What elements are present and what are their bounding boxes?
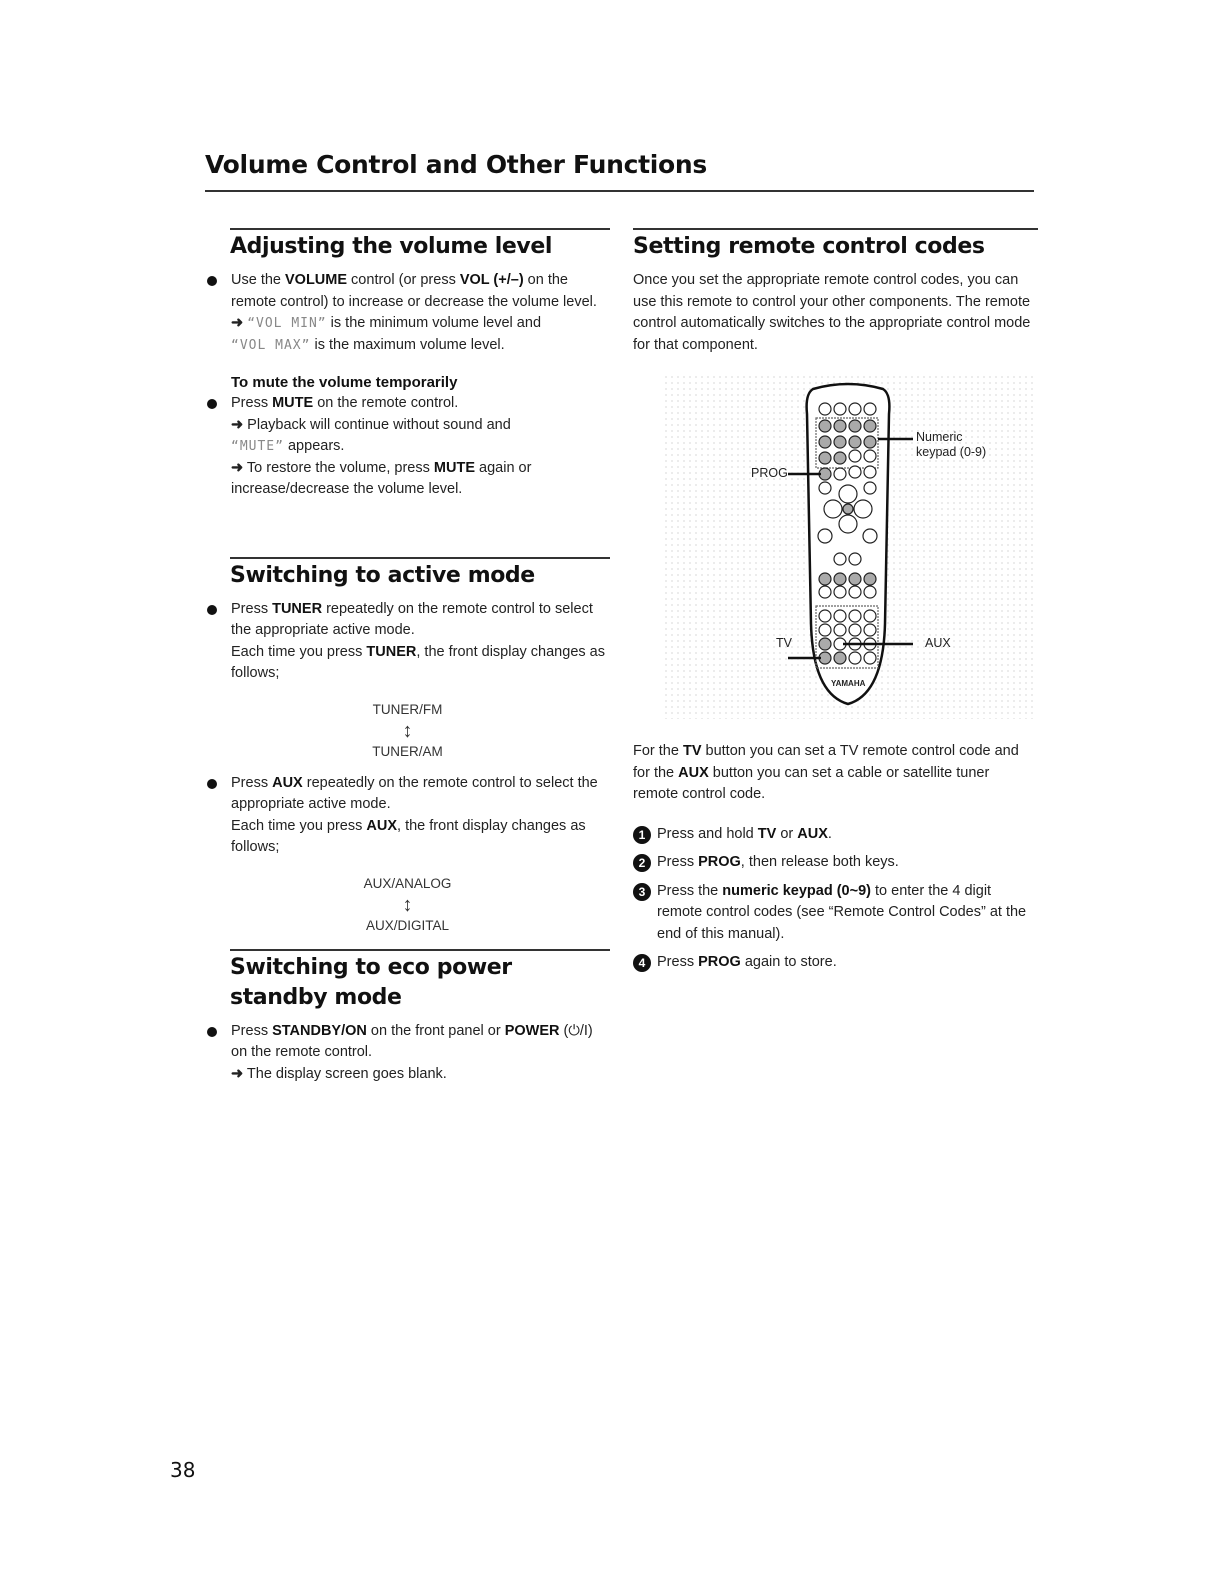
cycle-top: TUNER/FM bbox=[372, 701, 443, 717]
result-line bbox=[231, 335, 610, 357]
text: Press the bbox=[657, 882, 723, 899]
text: The display screen goes blank. bbox=[243, 1065, 447, 1082]
keyword: TV bbox=[757, 825, 777, 842]
result-line bbox=[231, 1064, 610, 1086]
keyword: PROG bbox=[698, 954, 741, 970]
bullet-icon bbox=[207, 1027, 217, 1037]
text: Press bbox=[231, 774, 273, 791]
text: again to store. bbox=[740, 954, 837, 970]
bullet-icon bbox=[207, 276, 217, 286]
arrow-icon: ➜ bbox=[231, 459, 244, 476]
tuner-cycle bbox=[205, 701, 610, 761]
mute-subhead: To mute the volume temporarily bbox=[231, 374, 458, 391]
text: For the bbox=[633, 743, 683, 759]
text: , the front display changes as follows; bbox=[231, 643, 605, 681]
text: repeatedly on the remote control to select the appropriate active mode. bbox=[231, 774, 598, 812]
keyword-volume: VOLUME bbox=[285, 272, 348, 288]
steps-list bbox=[628, 824, 1038, 974]
step-item bbox=[633, 852, 1038, 874]
arrow-icon: ➜ bbox=[231, 315, 244, 331]
step-number-icon: 1 bbox=[633, 826, 651, 844]
text: on the remote control. bbox=[231, 1044, 373, 1060]
text: To restore the volume, press bbox=[243, 459, 434, 476]
text: on the front panel or bbox=[366, 1022, 505, 1039]
keyword-standby: STANDBY/ON bbox=[272, 1022, 367, 1039]
bullet-tuner bbox=[205, 599, 610, 685]
keyword-aux: AUX bbox=[678, 764, 709, 781]
text: to enter the 4 digit remote control codes (see “Remote Control Codes” at the end of this manual). bbox=[657, 882, 1027, 942]
step-number-icon: 3 bbox=[633, 883, 651, 901]
text: repeatedly on the remote control to select the appropriate active mode. bbox=[231, 600, 593, 638]
result-line bbox=[231, 415, 610, 437]
label-tv: TV bbox=[776, 636, 792, 650]
yamaha-logo: YAMAHA bbox=[831, 679, 866, 688]
text: button you can set a TV remote control code and for the bbox=[633, 743, 1019, 781]
section-eco-standby bbox=[205, 949, 610, 1086]
text: Press bbox=[657, 954, 699, 970]
page-number: 38 bbox=[170, 1458, 196, 1482]
step-item bbox=[633, 952, 1038, 974]
lcd-vol-max: “VOL MAX” bbox=[231, 337, 311, 353]
text: Use the bbox=[231, 272, 285, 288]
label-numeric-keypad: Numeric keypad (0-9) bbox=[916, 430, 987, 459]
page-title: Volume Control and Other Functions bbox=[205, 150, 707, 179]
arrow-icon: ➜ bbox=[231, 1065, 244, 1082]
text: Each time you press bbox=[231, 817, 367, 834]
section-rule bbox=[633, 228, 1038, 230]
text: Press bbox=[231, 600, 273, 617]
section-title-codes: Setting remote control codes bbox=[633, 234, 985, 259]
cycle-bottom: TUNER/AM bbox=[372, 743, 443, 759]
text: Each time you press bbox=[231, 643, 367, 660]
section-rule bbox=[230, 949, 610, 951]
text: button you can set a cable or satellite tuner remote control code. bbox=[633, 764, 990, 802]
text: is the minimum volume level and bbox=[326, 315, 542, 331]
section-title-volume: Adjusting the volume level bbox=[230, 234, 552, 259]
keyword-vol: VOL (+/–) bbox=[459, 272, 524, 288]
text: appears. bbox=[283, 438, 345, 454]
keyword-aux: AUX bbox=[366, 817, 398, 834]
text: Press and hold bbox=[657, 825, 758, 842]
keyword: AUX bbox=[797, 825, 828, 842]
text: Press bbox=[231, 1022, 273, 1039]
keyword-tuner: TUNER bbox=[366, 643, 417, 660]
text: Playback will continue without sound and bbox=[243, 416, 511, 433]
section-active-mode bbox=[205, 557, 610, 935]
keyword-mute: MUTE bbox=[433, 459, 475, 476]
lcd-mute: “MUTE” bbox=[231, 439, 284, 454]
cycle-top: AUX/ANALOG bbox=[363, 875, 452, 891]
title-rule bbox=[205, 190, 1034, 192]
tv-aux-note bbox=[628, 741, 1038, 806]
bullet-volume bbox=[205, 270, 610, 356]
text-line bbox=[231, 816, 610, 859]
cycle-bottom: AUX/DIGITAL bbox=[365, 917, 450, 933]
label-prog: PROG bbox=[751, 466, 788, 480]
section-title-eco: Switching to eco power standby mode bbox=[230, 954, 512, 1010]
text-line bbox=[231, 642, 610, 685]
keyword-tuner: TUNER bbox=[272, 600, 323, 617]
step-item bbox=[633, 824, 1038, 846]
text: Press bbox=[657, 854, 699, 870]
text: again or increase/decrease the volume level. bbox=[231, 459, 532, 497]
right-column bbox=[628, 228, 1038, 981]
text: or bbox=[776, 825, 798, 842]
result-line bbox=[231, 458, 610, 501]
step-number-icon: 4 bbox=[633, 954, 651, 972]
keyword-mute: MUTE bbox=[272, 395, 314, 411]
intro-paragraph: Once you set the appropriate remote control codes, you can use this remote to control your other components. The remote control automatically switches to the appropriate control mode for that component. bbox=[633, 272, 1031, 353]
text: on the remote control. bbox=[313, 395, 459, 411]
bullet-icon bbox=[207, 399, 217, 409]
remote-control-illustration bbox=[663, 374, 1033, 719]
text: control (or press bbox=[347, 272, 460, 288]
text: , then release both keys. bbox=[740, 854, 899, 870]
bullet-mute bbox=[205, 393, 610, 501]
label-aux: AUX bbox=[925, 636, 951, 650]
result-line bbox=[231, 436, 610, 458]
text: . bbox=[827, 825, 832, 842]
remote-control-figure bbox=[663, 374, 1033, 719]
result-line bbox=[231, 313, 610, 335]
aux-cycle bbox=[205, 875, 610, 935]
section-remote-codes bbox=[628, 228, 1038, 974]
keyword-power: POWER bbox=[504, 1022, 560, 1039]
section-rule bbox=[230, 228, 610, 230]
left-column bbox=[205, 228, 610, 1085]
double-arrow-icon: ↕ bbox=[402, 719, 413, 742]
bullet-eco bbox=[205, 1021, 610, 1086]
section-adjust-volume bbox=[205, 228, 610, 501]
arrow-icon: ➜ bbox=[231, 416, 244, 433]
text: , the front display changes as follows; bbox=[231, 817, 586, 855]
keyword: PROG bbox=[698, 854, 741, 870]
section-title-active: Switching to active mode bbox=[230, 562, 535, 588]
bullet-icon bbox=[207, 605, 217, 615]
bullet-icon bbox=[207, 779, 217, 789]
text: is the maximum volume level. bbox=[310, 336, 505, 353]
keyword-tv: TV bbox=[682, 743, 702, 759]
bullet-aux bbox=[205, 773, 610, 859]
double-arrow-icon: ↕ bbox=[402, 893, 413, 916]
text: on the remote control) to increase or decrease the volume level. bbox=[231, 272, 597, 310]
section-rule bbox=[230, 557, 610, 559]
power-icon: (⏻/I) bbox=[559, 1022, 593, 1039]
step-item bbox=[633, 881, 1038, 946]
keyword-aux: AUX bbox=[272, 774, 303, 791]
text: Press bbox=[231, 395, 273, 411]
lcd-vol-min: “VOL MIN” bbox=[247, 316, 327, 331]
keyword: numeric keypad (0~9) bbox=[722, 882, 871, 899]
step-number-icon: 2 bbox=[633, 854, 651, 872]
